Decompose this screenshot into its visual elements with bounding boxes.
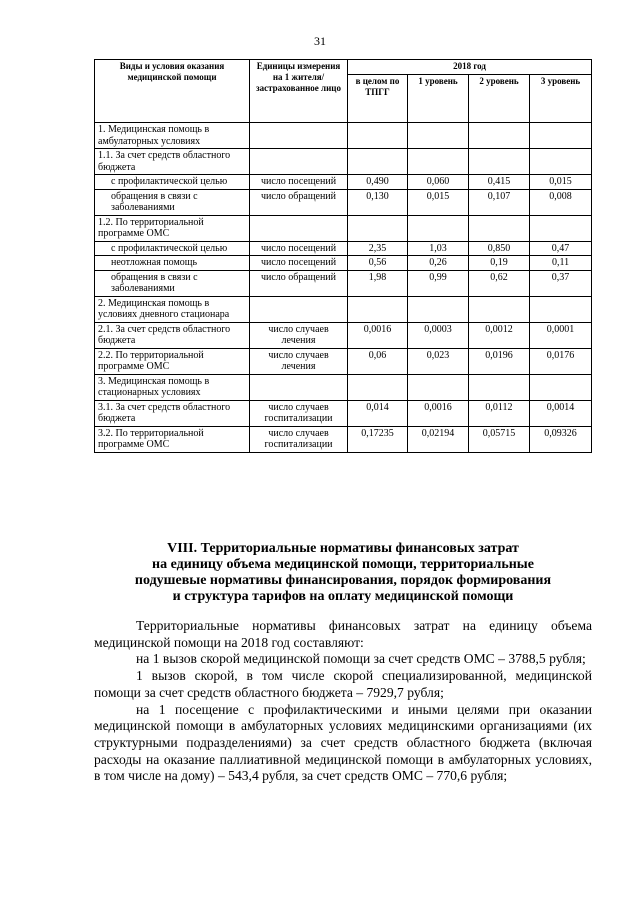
- row-unit: число посещений: [250, 256, 348, 271]
- row-level2: 0,850: [469, 241, 530, 256]
- row-level3: 0,015: [530, 175, 592, 190]
- row-unit: число обращений: [250, 270, 348, 296]
- row-level2: 0,0012: [469, 322, 530, 348]
- section-heading-line: на единицу объема медицинской помощи, территориальные: [152, 557, 534, 572]
- section-heading-line: подушевые нормативы финансирования, порядок формирования: [134, 573, 552, 588]
- row-level1: [408, 149, 469, 175]
- row-name: 2.2. По территориальной программе ОМС: [95, 348, 250, 374]
- row-level3: [530, 215, 592, 241]
- row-level2: 0,19: [469, 256, 530, 271]
- row-level3: [530, 123, 592, 149]
- row-name: с профилактической целью: [95, 175, 250, 190]
- row-level1: 0,060: [408, 175, 469, 190]
- row-name: обращения в связи с заболеваниями: [95, 270, 250, 296]
- row-level2: [469, 123, 530, 149]
- row-total: [348, 149, 408, 175]
- row-level2: [469, 374, 530, 400]
- paragraph: на 1 посещение с профилактическими и иными целями при оказании медицинской помощи в амбулаторных условиях медицинскими организациями (их структурными подразделениями) за счет средств областного бюджета (включая расходы на оказание паллиативной медицинской помощи в амбулаторных условиях, в том числе на дому) – 543,4 рубля, за счет средств ОМС – 770,6 рубля;: [94, 701, 592, 784]
- row-level2: 0,0112: [469, 400, 530, 426]
- table-row: [95, 149, 592, 175]
- row-unit: число случаев госпитализации: [250, 400, 348, 426]
- header-units: Единицы измерения на 1 жителя/ застрахованное лицо: [250, 60, 348, 123]
- row-level3: [530, 374, 592, 400]
- row-total: 0,17235: [348, 426, 408, 452]
- section-heading-line: VIII. Территориальные нормативы финансовых затрат: [167, 541, 519, 556]
- table-row: [95, 241, 592, 256]
- row-total: 0,130: [348, 189, 408, 215]
- header-level3: 3 уровень: [530, 75, 592, 123]
- row-total: 2,35: [348, 241, 408, 256]
- row-name: 1. Медицинская помощь в амбулаторных условиях: [95, 123, 250, 149]
- row-name: 1.1. За счет средств областного бюджета: [95, 149, 250, 175]
- row-name: неотложная помощь: [95, 256, 250, 271]
- header-level2: 2 уровень: [469, 75, 530, 123]
- table-row: [95, 322, 592, 348]
- row-unit: [250, 296, 348, 322]
- row-level1: 0,0016: [408, 400, 469, 426]
- row-unit: [250, 374, 348, 400]
- row-total: 0,56: [348, 256, 408, 271]
- row-level3: [530, 296, 592, 322]
- row-level1: 1,03: [408, 241, 469, 256]
- row-unit: число случаев лечения: [250, 322, 348, 348]
- row-total: 0,014: [348, 400, 408, 426]
- header-types: Виды и условия оказания медицинской помощи: [95, 60, 250, 123]
- row-unit: [250, 123, 348, 149]
- row-total: [348, 215, 408, 241]
- row-unit: [250, 149, 348, 175]
- row-level1: [408, 123, 469, 149]
- paragraph: Территориальные нормативы финансовых затрат на единицу объема медицинской помощи на 2018 год составляют:: [94, 618, 592, 650]
- row-level3: 0,0176: [530, 348, 592, 374]
- row-unit: число случаев госпитализации: [250, 426, 348, 452]
- table-row: [95, 215, 592, 241]
- table-row: [95, 189, 592, 215]
- row-level1: 0,26: [408, 256, 469, 271]
- row-level2: [469, 149, 530, 175]
- table-row: [95, 348, 592, 374]
- row-level2: 0,0196: [469, 348, 530, 374]
- row-level1: [408, 215, 469, 241]
- row-unit: число посещений: [250, 175, 348, 190]
- header-total: в целом по ТПГГ: [348, 75, 408, 123]
- row-total: 0,0016: [348, 322, 408, 348]
- row-level1: 0,0003: [408, 322, 469, 348]
- norms-table: [94, 59, 592, 453]
- section-heading-line: и структура тарифов на оплату медицинской помощи: [172, 589, 514, 604]
- section-heading: [94, 541, 592, 605]
- table-row: [95, 175, 592, 190]
- header-year: 2018 год: [348, 60, 592, 75]
- row-level3: [530, 149, 592, 175]
- row-unit: число случаев лечения: [250, 348, 348, 374]
- header-level1: 1 уровень: [408, 75, 469, 123]
- row-name: 3.1. За счет средств областного бюджета: [95, 400, 250, 426]
- row-level3: 0,0014: [530, 400, 592, 426]
- norms-table-body: [95, 123, 592, 453]
- row-level2: 0,107: [469, 189, 530, 215]
- table-row: [95, 426, 592, 452]
- row-total: 1,98: [348, 270, 408, 296]
- row-level2: 0,05715: [469, 426, 530, 452]
- table-row: [95, 374, 592, 400]
- row-level2: 0,62: [469, 270, 530, 296]
- table-row: [95, 296, 592, 322]
- row-level2: [469, 215, 530, 241]
- row-unit: [250, 215, 348, 241]
- section-body: [94, 618, 592, 785]
- row-level3: 0,0001: [530, 322, 592, 348]
- row-level2: [469, 296, 530, 322]
- row-name: 3.2. По территориальной программе ОМС: [95, 426, 250, 452]
- row-level3: 0,47: [530, 241, 592, 256]
- row-unit: число посещений: [250, 241, 348, 256]
- page-number: 31: [314, 34, 326, 48]
- row-level3: 0,008: [530, 189, 592, 215]
- row-name: с профилактической целью: [95, 241, 250, 256]
- row-level1: 0,015: [408, 189, 469, 215]
- row-name: обращения в связи с заболеваниями: [95, 189, 250, 215]
- table-row: [95, 123, 592, 149]
- row-name: 3. Медицинская помощь в стационарных условиях: [95, 374, 250, 400]
- row-name: 2.1. За счет средств областного бюджета: [95, 322, 250, 348]
- table-row: [95, 256, 592, 271]
- row-level3: 0,09326: [530, 426, 592, 452]
- row-level3: 0,11: [530, 256, 592, 271]
- table-row: [95, 400, 592, 426]
- paragraph: 1 вызов скорой, в том числе скорой специализированной, медицинской помощи за счет средств областного бюджета – 7929,7 рубля;: [94, 668, 592, 700]
- row-total: 0,06: [348, 348, 408, 374]
- row-level2: 0,415: [469, 175, 530, 190]
- row-level1: 0,99: [408, 270, 469, 296]
- row-level3: 0,37: [530, 270, 592, 296]
- row-level1: [408, 296, 469, 322]
- row-total: [348, 374, 408, 400]
- row-unit: число обращений: [250, 189, 348, 215]
- row-name: 2. Медицинская помощь в условиях дневного стационара: [95, 296, 250, 322]
- table-row: [95, 270, 592, 296]
- row-total: 0,490: [348, 175, 408, 190]
- row-level1: [408, 374, 469, 400]
- row-level1: 0,023: [408, 348, 469, 374]
- row-level1: 0,02194: [408, 426, 469, 452]
- row-total: [348, 123, 408, 149]
- row-total: [348, 296, 408, 322]
- row-name: 1.2. По территориальной программе ОМС: [95, 215, 250, 241]
- paragraph: на 1 вызов скорой медицинской помощи за счет средств ОМС – 3788,5 рубля;: [136, 651, 586, 667]
